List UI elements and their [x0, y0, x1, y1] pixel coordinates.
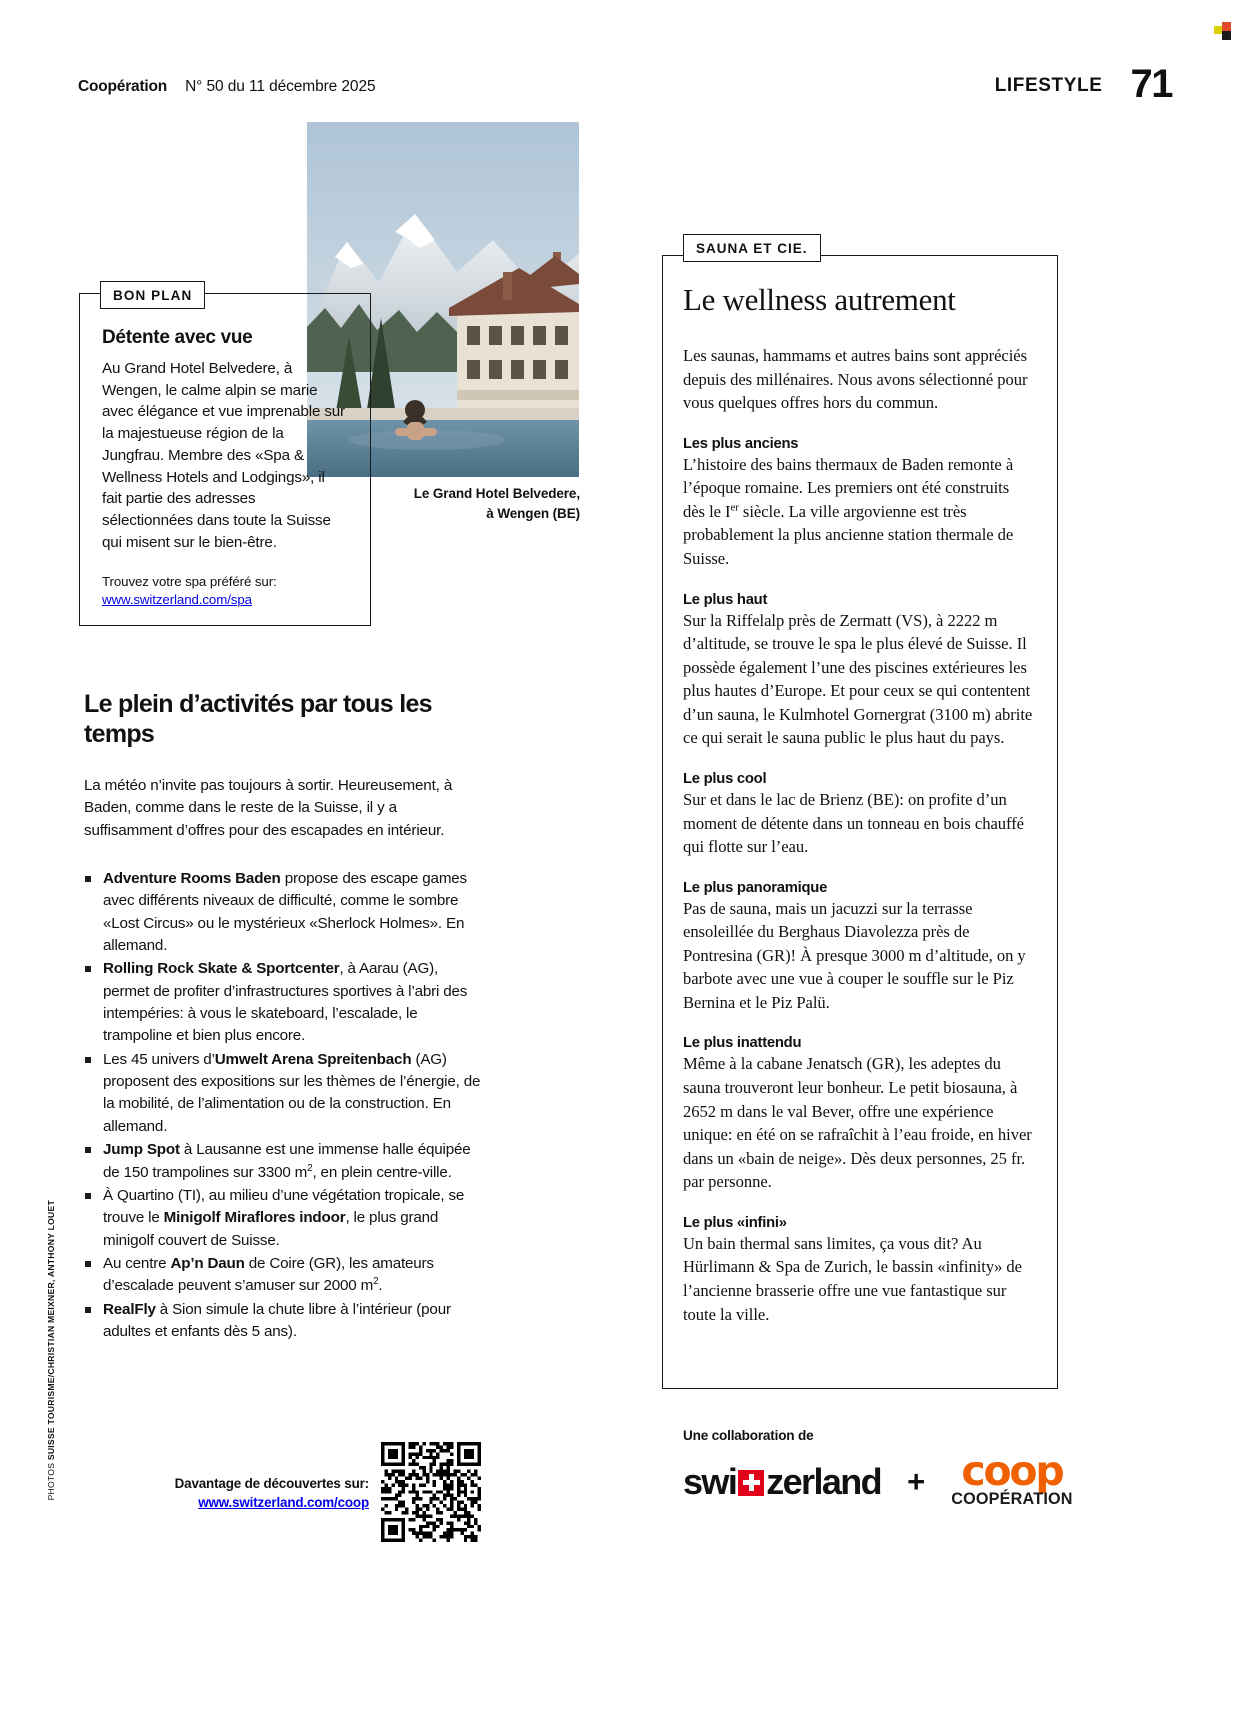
sauna-intro: Les saunas, hammams et autres bains sont appréciés depuis des millénaires. Nous avons sélectionné pour vous quelques offres hors du commun. — [683, 346, 1028, 413]
page-number: 71 — [1130, 62, 1172, 106]
sauna-section-body: Pas de sauna, mais un jacuzzi sur la terrasse ensoleillée du Berghaus Diavolezza près de Pontresina (GR)! À presque 3000 m d’altitude, on y barbote avec une vue à couper le souffle sur le Piz Bernina et le Piz Palü. — [683, 898, 1026, 1012]
registration-color-mark — [1214, 22, 1232, 40]
sauna-section-heading: Le plus «infini» — [683, 1214, 787, 1231]
sauna-section — [683, 1215, 1035, 1326]
sauna-section-heading: Le plus cool — [683, 770, 767, 787]
masthead — [78, 78, 375, 96]
qr-code-icon[interactable] — [381, 1442, 481, 1542]
section-label: LIFESTYLE — [994, 75, 1103, 96]
magazine-brand: Coopération — [78, 78, 168, 95]
activity-list-item: Jump Spot à Lausanne est une immense halle équipée de 150 trampolines sur 3300 $m^2$, en plein centre-ville. — [84, 1139, 484, 1184]
qr-block — [176, 1442, 481, 1542]
coop-logo-sub: COOPÉRATION — [951, 1489, 1073, 1508]
activity-list-item: RealFly à Sion simule la chute libre à l’intérieur (pour adultes et enfants dès 5 ans). — [84, 1299, 484, 1344]
bon-plan-box — [79, 293, 371, 626]
switzerland-logo-post: zerland — [766, 1460, 882, 1502]
bon-plan-footer — [102, 573, 348, 610]
left-article-intro: La météo n’invite pas toujours à sortir. Heureusement, à Baden, comme dans le reste de la Suisse, il y a suffisamment d’offres pour des escapades en intérieur. — [84, 777, 453, 839]
sauna-section-body: Sur et dans le lac de Brienz (BE): on profite d’un moment de détente dans un tonneau en bois chauffé qui flotte sur l’eau. — [683, 789, 1024, 857]
activity-list-item: Au centre Ap’n Daun de Coire (GR), les amateurs d’escalade peuvent s’amuser sur 2000 $m^2$. — [84, 1253, 484, 1298]
sauna-section — [683, 771, 1035, 859]
left-article-title: Le plein d’activités par tous les temps — [84, 690, 432, 748]
left-article — [84, 690, 484, 1344]
sauna-tag: SAUNA ET CIE. — [683, 234, 821, 262]
activity-list-item: Adventure Rooms Baden propose des escape games avec différents niveaux de difficulté, comme le sombre «Lost Circus» ou le mystérieux «Sherlock Holmes». En allemand. — [84, 868, 484, 957]
sauna-section-body: Un bain thermal sans limites, ça vous dit? Au Hürlimann & Spa de Zurich, le bassin «infinity» de l’ancienne brasserie offre une vue fantastique sur toute la ville. — [683, 1233, 1022, 1324]
footer-collaboration — [683, 1428, 1073, 1509]
sauna-title: Le wellness autrement — [683, 282, 956, 317]
bon-plan-tag: BON PLAN — [100, 281, 205, 309]
coop-logo — [951, 1447, 1073, 1509]
sauna-section-body: Sur la Riffelalp près de Zermatt (VS), à 2222 m d’altitude, se trouve le spa le plus élevé de Suisse. Il possède également l’une des piscines extérieures les plus hautes d’Europe. Et pour ceux se qui contentent d’un sauna, le Kulmhotel Gornergrat (3100 m) abrite ce qui serait le sauna public le plus haut du pays. — [683, 610, 1033, 748]
photo-caption-line1: Le Grand Hotel Belvedere, — [413, 486, 580, 501]
sauna-section — [683, 436, 1035, 571]
sauna-sections — [683, 436, 1035, 1326]
sauna-content — [683, 283, 1035, 1347]
qr-text — [174, 1474, 369, 1513]
footer-label: Une collaboration de — [683, 1428, 814, 1443]
swiss-cross-icon — [738, 1470, 764, 1496]
sauna-section — [683, 880, 1035, 1015]
sauna-section-heading: Les plus anciens — [683, 435, 799, 452]
bon-plan-url-link[interactable]: www.switzerland.com/spa — [102, 592, 252, 608]
photo-credit — [46, 1200, 56, 1500]
sauna-section-body: L’histoire des bains thermaux de Baden remonte à l’époque romaine. Les premiers ont été construits dès le Ier siècle. La ville argovienne est très probablement la plus ancienne station thermale de Suisse. — [683, 454, 1014, 569]
bon-plan-content — [80, 294, 370, 610]
sauna-section-body: Même à la cabane Jenatsch (GR), les adeptes du sauna trouveront leur bonheur. Le petit biosauna, à 2652 m dans le val Bever, offre une expérience unique: en été on se rafraîchit à l’eau froide, en hiver dans un «bain de neige». Dès deux personnes, 25 fr. par personne. — [683, 1054, 1032, 1192]
switzerland-logo-pre: swi — [683, 1460, 737, 1502]
sauna-section-heading: Le plus inattendu — [683, 1035, 802, 1052]
qr-label: Davantage de découvertes sur: — [174, 1476, 369, 1491]
photo-credit-label: PHOTOS — [46, 1462, 56, 1501]
footer-logos — [683, 1447, 1073, 1509]
photo-caption — [390, 484, 580, 523]
activity-list-item: Rolling Rock Skate & Sportcenter, à Aarau (AG), permet de profiter d’infrastructures sportives à l’abri des intempéries: à vous le skateboard, l’escalade, le trampoline et bien plus encore. — [84, 958, 484, 1047]
photo-credit-names: SUISSE TOURISME/CHRISTIAN MEIXNER, ANTHONY LOUET — [46, 1200, 56, 1461]
sauna-section-heading: Le plus panoramique — [683, 879, 828, 896]
page-header — [78, 62, 1172, 106]
sauna-section — [683, 592, 1035, 750]
qr-url-link[interactable]: www.switzerland.com/coop — [198, 1495, 369, 1511]
activity-list-item: À Quartino (TI), au milieu d’une végétation tropicale, se trouve le Minigolf Miraflores indoor, le plus grand minigolf couvert de Suisse. — [84, 1185, 484, 1252]
sauna-section — [683, 1035, 1035, 1193]
activities-list — [84, 868, 484, 1343]
switzerland-logo — [683, 1461, 881, 1503]
plus-icon: + — [907, 1463, 926, 1499]
bon-plan-foot-label: Trouvez votre spa préféré sur: — [102, 573, 277, 589]
bon-plan-body: Au Grand Hotel Belvedere, à Wengen, le calme alpin se marie avec élégance et vue imprenable sur la majestueuse région de la Jungfrau. Membre des «Spa & Wellness Hotels and Lodgings», il fait partie des adresses sélectionnées dans toute la Suisse qui misent sur le bien-être. — [102, 360, 345, 551]
qr-code-svg — [381, 1442, 481, 1542]
photo-caption-line2: à Wengen (BE) — [486, 505, 580, 521]
header-right — [994, 62, 1172, 106]
activity-list-item: Les 45 univers d’Umwelt Arena Spreitenbach (AG) proposent des expositions sur les thèmes de l’énergie, de la mobilité, de l’alimentation ou de la construction. En allemand. — [84, 1049, 484, 1138]
sauna-section-heading: Le plus haut — [683, 591, 768, 608]
coop-logo-word: coop — [961, 1447, 1063, 1495]
bon-plan-title: Détente avec vue — [102, 327, 253, 348]
issue-line: N° 50 du 11 décembre 2025 — [185, 78, 376, 95]
